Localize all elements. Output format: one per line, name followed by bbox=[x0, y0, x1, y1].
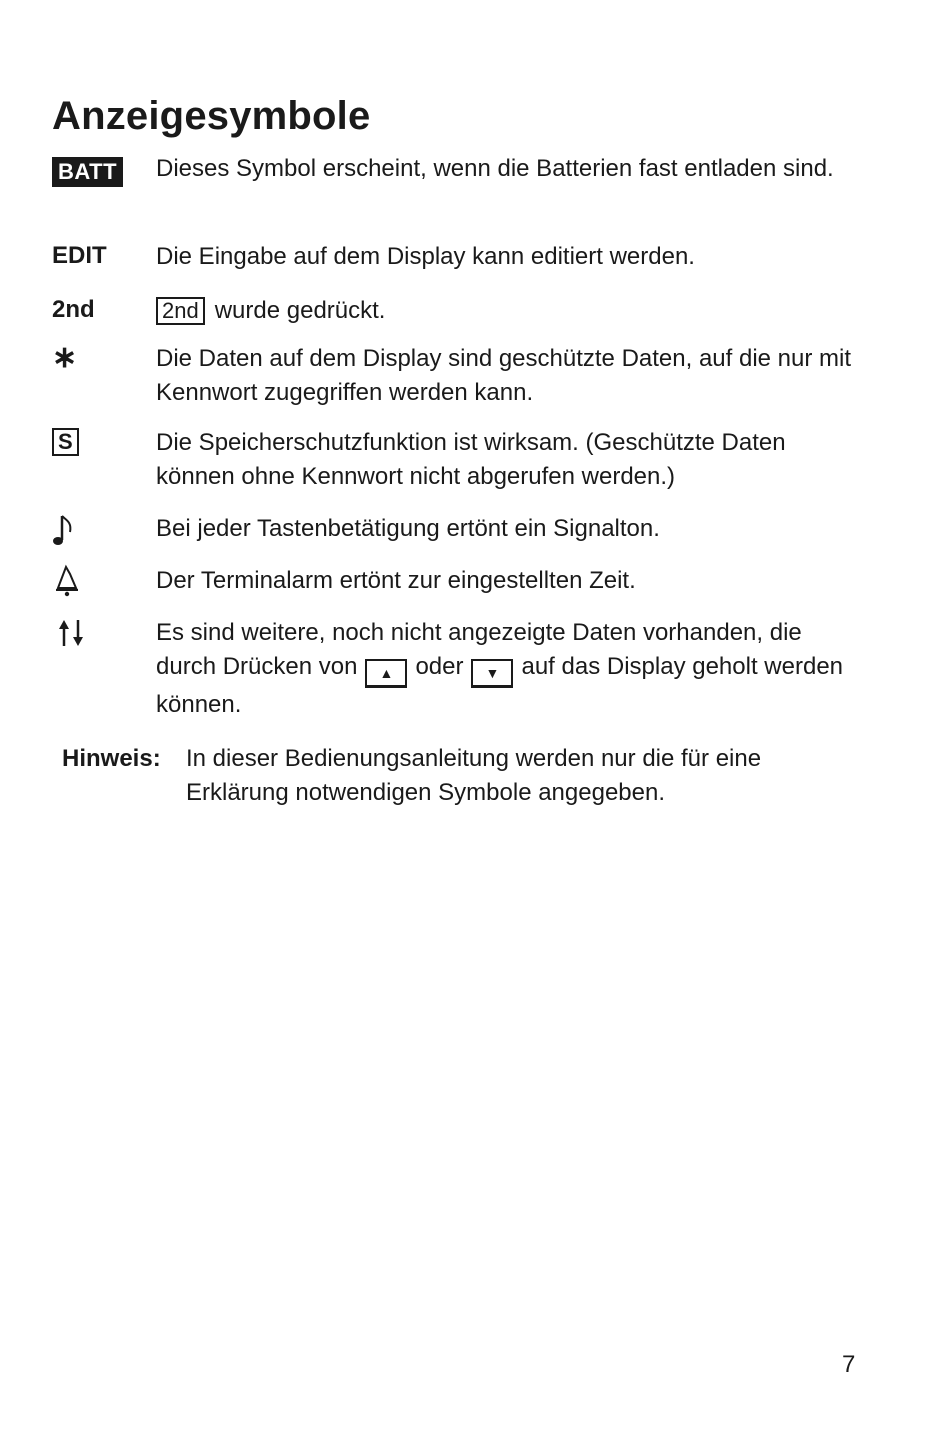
entry-description: Die Speicherschutzfunktion ist wirksam. (Geschützte Daten können ohne Kennwort nicht abgerufen werden.) bbox=[156, 429, 786, 490]
alarm-bell-icon bbox=[52, 564, 142, 607]
entry-description: Der Terminalarm ertönt zur eingestellten Zeit. bbox=[156, 567, 636, 594]
down-key-icon: ▼ bbox=[471, 659, 513, 688]
entry-text-part3: auf das Display geholt werden können. bbox=[156, 653, 844, 718]
entry-description bbox=[156, 616, 856, 722]
2nd-key-icon: 2nd bbox=[156, 297, 205, 325]
entry-description: Die Daten auf dem Display sind geschützte Daten, auf die nur mit Kennwort zugegriffen werden kann. bbox=[156, 345, 852, 406]
note-label: Hinweis: bbox=[62, 745, 161, 772]
entry-description: Die Eingabe auf dem Display kann editiert werden. bbox=[156, 243, 695, 270]
scroll-arrows-icon bbox=[52, 616, 142, 659]
page-number: 7 bbox=[842, 1351, 856, 1378]
page-title: Anzeigesymbole bbox=[52, 94, 371, 138]
memory-protect-icon: S bbox=[52, 426, 142, 458]
entry-text-part2: oder bbox=[415, 653, 464, 680]
edit-indicator: EDIT bbox=[52, 242, 107, 269]
entry-text-part1: Es sind weitere, noch nicht angezeigte Daten vorhanden, die durch Drücken von bbox=[156, 619, 802, 680]
2nd-indicator: 2nd bbox=[52, 296, 95, 323]
entry-description bbox=[156, 294, 856, 328]
batt-indicator-icon: BATT bbox=[52, 156, 142, 188]
entry-text: wurde gedrückt. bbox=[214, 297, 386, 324]
entry-description: Bei jeder Tastenbetätigung ertönt ein Signalton. bbox=[156, 515, 660, 542]
entry-description: Dieses Symbol erscheint, wenn die Batterien fast entladen sind. bbox=[156, 155, 834, 182]
up-key-icon: ▲ bbox=[365, 659, 407, 688]
note-text: In dieser Bedienungsanleitung werden nur die für eine Erklärung notwendigen Symbole angegeben. bbox=[186, 745, 762, 806]
beep-note-icon bbox=[52, 512, 142, 557]
asterisk-icon: ∗ bbox=[52, 341, 78, 374]
